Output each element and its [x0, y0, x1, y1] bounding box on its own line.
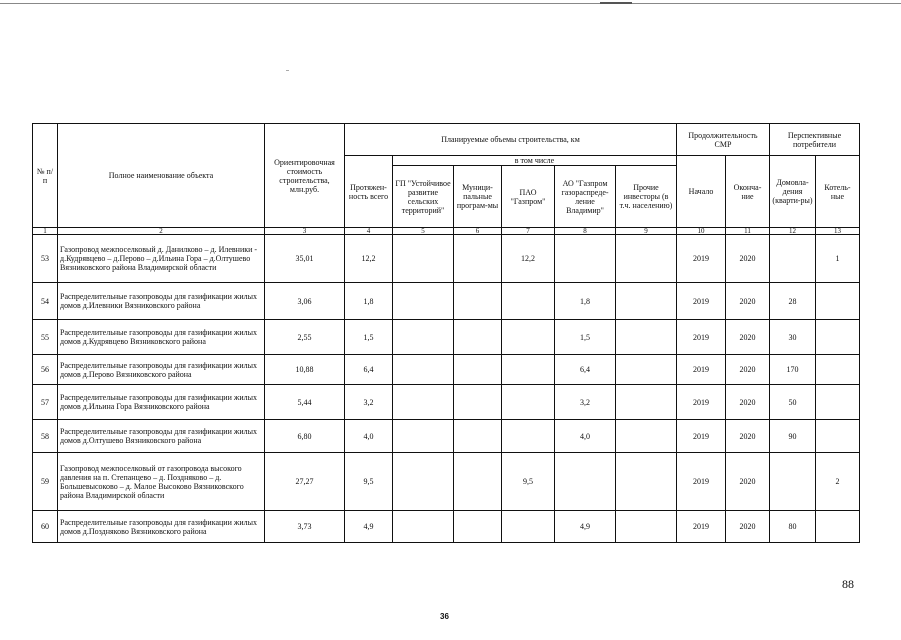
start-year: 2019 [677, 283, 726, 320]
boilers-cell [816, 283, 860, 320]
header-ao: АО "Газпром газораспреде-ление Владимир" [555, 166, 616, 228]
column-number: 3 [265, 228, 345, 235]
municipal-cell [454, 420, 502, 453]
row-number: 53 [33, 235, 58, 283]
end-year: 2020 [726, 453, 770, 511]
other-cell [616, 420, 677, 453]
gp-cell [393, 283, 454, 320]
column-number: 9 [616, 228, 677, 235]
ao-cell [555, 453, 616, 511]
start-year: 2019 [677, 420, 726, 453]
column-number: 8 [555, 228, 616, 235]
column-number: 7 [502, 228, 555, 235]
cost-cell: 3,73 [265, 511, 345, 543]
object-name: Распределительные газопроводы для газификации жилых домов д.Ильина Гора Вязниковского района [58, 385, 265, 420]
start-year: 2019 [677, 385, 726, 420]
ao-cell: 4,9 [555, 511, 616, 543]
municipal-cell [454, 320, 502, 355]
length-cell: 1,5 [345, 320, 393, 355]
end-year: 2020 [726, 420, 770, 453]
start-year: 2019 [677, 235, 726, 283]
end-year: 2020 [726, 385, 770, 420]
municipal-cell [454, 283, 502, 320]
header-planned: Планируемые объемы строительства, км [345, 124, 677, 156]
municipal-cell [454, 385, 502, 420]
row-number: 54 [33, 283, 58, 320]
header-other: Прочие инвесторы (в т.ч. населению) [616, 166, 677, 228]
header-households: Домовла-дения (кварти-ры) [770, 156, 816, 228]
table-row [33, 355, 860, 385]
object-name: Распределительные газопроводы для газификации жилых домов д.Олтушево Вязниковского района [58, 420, 265, 453]
households-cell [770, 235, 816, 283]
start-year: 2019 [677, 453, 726, 511]
pao-cell [502, 320, 555, 355]
length-cell: 3,2 [345, 385, 393, 420]
other-cell [616, 235, 677, 283]
top-rule-accent [600, 2, 632, 4]
boilers-cell [816, 420, 860, 453]
object-name: Распределительные газопроводы для газификации жилых домов д.Кудрявцево Вязниковского района [58, 320, 265, 355]
row-number: 58 [33, 420, 58, 453]
header-gp: ГП "Устойчивое развитие сельских территорий" [393, 166, 454, 228]
row-number: 60 [33, 511, 58, 543]
header-pao: ПАО "Газпром" [502, 166, 555, 228]
object-name: Газопровод межпоселковый от газопровода высокого давления на п. Степанцево – д. Поздняково – д. Большевысоково – д. Малое Высоково Вязниковского района Владимирской области [58, 453, 265, 511]
gp-cell [393, 511, 454, 543]
object-name: Газопровод межпоселковый д. Данилково – д. Илевники - д.Кудрявцево – д.Перово – д.Ильина Гора – д.Олтушево Вязниковского района Владимирской области [58, 235, 265, 283]
gp-cell [393, 320, 454, 355]
gasification-table [32, 123, 860, 543]
object-name: Распределительные газопроводы для газификации жилых домов д.Илевники Вязниковского района [58, 283, 265, 320]
gp-cell [393, 453, 454, 511]
start-year: 2019 [677, 320, 726, 355]
header-cost: Ориентировочная стоимость строительства, млн.руб. [265, 124, 345, 228]
row-number: 59 [33, 453, 58, 511]
end-year: 2020 [726, 283, 770, 320]
cost-cell: 3,06 [265, 283, 345, 320]
pao-cell [502, 385, 555, 420]
end-year: 2020 [726, 320, 770, 355]
households-cell: 50 [770, 385, 816, 420]
ao-cell: 1,5 [555, 320, 616, 355]
column-number: 13 [816, 228, 860, 235]
start-year: 2019 [677, 511, 726, 543]
households-cell: 170 [770, 355, 816, 385]
top-rule [0, 3, 901, 4]
length-cell: 6,4 [345, 355, 393, 385]
pao-cell [502, 283, 555, 320]
pao-cell: 9,5 [502, 453, 555, 511]
cost-cell: 5,44 [265, 385, 345, 420]
cost-cell: 10,88 [265, 355, 345, 385]
start-year: 2019 [677, 355, 726, 385]
municipal-cell [454, 511, 502, 543]
table-row [33, 283, 860, 320]
ao-cell: 6,4 [555, 355, 616, 385]
households-cell: 30 [770, 320, 816, 355]
table-row [33, 420, 860, 453]
header-start: Начало [677, 156, 726, 228]
municipal-cell [454, 355, 502, 385]
table-row [33, 511, 860, 543]
other-cell [616, 385, 677, 420]
scan-speck [286, 70, 289, 71]
other-cell [616, 511, 677, 543]
length-cell: 9,5 [345, 453, 393, 511]
households-cell: 90 [770, 420, 816, 453]
object-name: Распределительные газопроводы для газификации жилых домов д.Поздняково Вязниковского района [58, 511, 265, 543]
row-number: 57 [33, 385, 58, 420]
header-duration: Продолжительность СМР [677, 124, 770, 156]
gp-cell [393, 420, 454, 453]
ao-cell [555, 235, 616, 283]
table-row [33, 453, 860, 511]
table-row [33, 235, 860, 283]
header-name: Полное наименование объекта [58, 124, 265, 228]
column-number: 5 [393, 228, 454, 235]
households-cell: 80 [770, 511, 816, 543]
cost-cell: 27,27 [265, 453, 345, 511]
header-no: № п/п [33, 124, 58, 228]
header-length: Протяжен-ность всего [345, 156, 393, 228]
column-number: 10 [677, 228, 726, 235]
column-number: 11 [726, 228, 770, 235]
length-cell: 4,9 [345, 511, 393, 543]
boilers-cell: 2 [816, 453, 860, 511]
column-number: 1 [33, 228, 58, 235]
header-municipal: Муници-пальные програм-мы [454, 166, 502, 228]
municipal-cell [454, 453, 502, 511]
ao-cell: 1,8 [555, 283, 616, 320]
pao-cell: 12,2 [502, 235, 555, 283]
ao-cell: 3,2 [555, 385, 616, 420]
other-cell [616, 453, 677, 511]
end-year: 2020 [726, 235, 770, 283]
boilers-cell [816, 385, 860, 420]
boilers-cell [816, 511, 860, 543]
table-row [33, 320, 860, 355]
boilers-cell [816, 320, 860, 355]
column-number: 6 [454, 228, 502, 235]
row-number: 55 [33, 320, 58, 355]
other-cell [616, 320, 677, 355]
row-number: 56 [33, 355, 58, 385]
pao-cell [502, 355, 555, 385]
cost-cell: 35,01 [265, 235, 345, 283]
households-cell [770, 453, 816, 511]
column-number: 4 [345, 228, 393, 235]
ao-cell: 4,0 [555, 420, 616, 453]
header-end: Оконча-ние [726, 156, 770, 228]
municipal-cell [454, 235, 502, 283]
header-consumers: Перспективные потребители [770, 124, 860, 156]
pao-cell [502, 511, 555, 543]
gp-cell [393, 385, 454, 420]
gp-cell [393, 235, 454, 283]
length-cell: 12,2 [345, 235, 393, 283]
page-number-side: 88 [842, 577, 854, 591]
object-name: Распределительные газопроводы для газификации жилых домов д.Перово Вязниковского района [58, 355, 265, 385]
header-including: в том числе [393, 156, 677, 166]
end-year: 2020 [726, 355, 770, 385]
end-year: 2020 [726, 511, 770, 543]
table-row [33, 385, 860, 420]
other-cell [616, 355, 677, 385]
households-cell: 28 [770, 283, 816, 320]
other-cell [616, 283, 677, 320]
pao-cell [502, 420, 555, 453]
length-cell: 4,0 [345, 420, 393, 453]
boilers-cell [816, 355, 860, 385]
header-boilers: Котель-ные [816, 156, 860, 228]
length-cell: 1,8 [345, 283, 393, 320]
page-number-bottom: 36 [440, 612, 449, 621]
cost-cell: 6,80 [265, 420, 345, 453]
boilers-cell: 1 [816, 235, 860, 283]
gp-cell [393, 355, 454, 385]
column-number: 2 [58, 228, 265, 235]
cost-cell: 2,55 [265, 320, 345, 355]
column-number: 12 [770, 228, 816, 235]
